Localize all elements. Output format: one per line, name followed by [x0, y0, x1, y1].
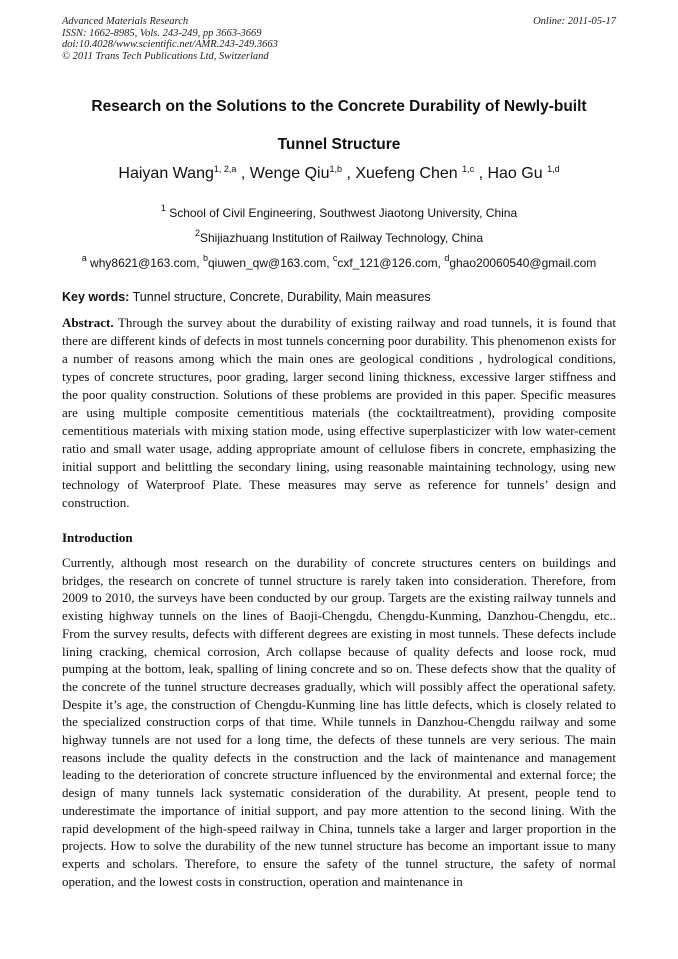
issn-line: ISSN: 1662-8985, Vols. 243-249, pp 3663-3669: [62, 27, 262, 39]
author-sep: ,: [342, 165, 356, 182]
affil-sup: 2: [194, 228, 200, 238]
introduction-body: Currently, although most research on the durability of concrete structures centers on buildings and bridges, the research on concrete of tunnel structure is rarely taken into consideration. Therefore, from 2009 to 2010, the surveys have been conducted by our group. Targets are the existing railway tunnels and existing highway tunnels on the lines of Baoji-Chengdu, Chengdu-Kunming, Danzhou-Chengdu, etc.. From the survey results, defects with different degrees are existing in most tunnels. These defects include lining cracking, chemical corrosion, Arch collapse because of quality defects and loose rock, mud pumping at the bottom, leak, spalling of lining concrete and so on. These defects show that the quality of the concrete of the tunnel structure decreases gradually, which will possibly affect the operational safety. Despite it’s age, the construction of Chengdu-Kunming line has little defects, which is closely related to the specialized construction corps of that time. While tunnels in Danzhou-Chengdu railway and some highway tunnels are not used for a long time, the defects of these tunnels are very serious. The main reasons include the quality defects in the construction and the lack of maintenance and management leading to the deterioration of concrete structure influenced by the environmental and external force; the design of many tunnels lack systematic consideration of the durability. At present, people tend to underestimate the importance of initial support, and pay more attention to the second lining. With the rapid development of the high-speed railway in China, tunnels take a larger and larger proportion in the projects. How to solve the durability of the new tunnel structure has become an important issue to many experts and scholars. Therefore, to ensure the safety of the tunnel structure, the safety of normal operation, and the lowest costs in construction, operation and maintenance in: [62, 555, 616, 889]
affiliation-2: [62, 228, 616, 245]
copyright-line: © 2011 Trans Tech Publications Ltd, Switzerland: [62, 50, 269, 62]
email-b: qiuwen_qw@163.com,: [207, 256, 333, 270]
title-line-1: Research on the Solutions to the Concrete Durability of Newly-built: [91, 98, 587, 115]
title-line-2: Tunnel Structure: [277, 136, 401, 153]
author-name: Wenge Qiu: [249, 165, 330, 182]
affil-sup: 1: [160, 203, 166, 213]
abstract-text: Through the survey about the durability of existing railway and road tunnels, it is found that there are different kinds of defects in most tunnels concerning poor durability. This phenomenon exists for a number of reasons among which the main ones are geological conditions , hydrological conditions, types of concrete structures, poor grading, larger second lining thickness, excessive larger stiffness and the poor quality construction. Solutions of these problems are provided in this paper. Specific measures are using multiple composite cementitious materials (the cocktailtreatment), providing composite cementitious materials with mixing station mode, using effective superplasticizer with low water-cement ratio and small water usage, adding appropriate amount of cellulose fibers in concrete, emphasizing the initial support and belittling the secondary lining, using reasonable maintaining technology, using new technology of Waterproof Plate. These measures may serve as reference for tunnels’ design and construction.: [62, 315, 616, 510]
author-list: [62, 164, 616, 183]
online-date: Online: 2011-05-17: [533, 16, 616, 27]
email-sup: c: [332, 253, 338, 263]
author-affil-sup: 1,d: [547, 164, 560, 174]
email-d: ghao20060540@gmail.com: [449, 256, 597, 270]
paper-title: [62, 88, 616, 164]
author-affil-sup: 1,c: [462, 164, 475, 174]
journal-name: Advanced Materials Research: [62, 16, 189, 27]
email-sup: d: [444, 253, 450, 263]
abstract: [62, 314, 616, 512]
email-sup: b: [202, 253, 208, 263]
affil-text: School of Civil Engineering, Southwest Jiaotong University, China: [165, 206, 518, 220]
email-sup: a: [81, 253, 87, 263]
author-affil-sup: 1, 2,a: [213, 164, 237, 174]
affiliation-1: [62, 203, 616, 220]
email-line: [62, 253, 616, 270]
author-sep: ,: [474, 165, 488, 182]
author-name: Haiyan Wang: [118, 165, 214, 182]
author-name: Xuefeng Chen: [355, 165, 463, 182]
affil-text: Shijiazhuang Institution of Railway Technology, China: [199, 231, 484, 245]
keywords-label: Key words:: [62, 290, 130, 304]
email-a: why8621@163.com,: [86, 256, 203, 270]
doi-line: doi:10.4028/www.scientific.net/AMR.243-249.3663: [62, 39, 278, 50]
author-sep: ,: [236, 165, 250, 182]
email-c: cxf_121@126.com,: [337, 256, 445, 270]
page-header: [62, 16, 616, 62]
introduction-heading: Introduction: [62, 530, 133, 545]
author-name: Hao Gu: [487, 165, 548, 182]
keywords-text: Tunnel structure, Concrete, Durability, Main measures: [129, 290, 431, 304]
keywords: [62, 290, 616, 304]
author-affil-sup: 1,b: [329, 164, 343, 174]
abstract-label: Abstract.: [62, 315, 114, 330]
